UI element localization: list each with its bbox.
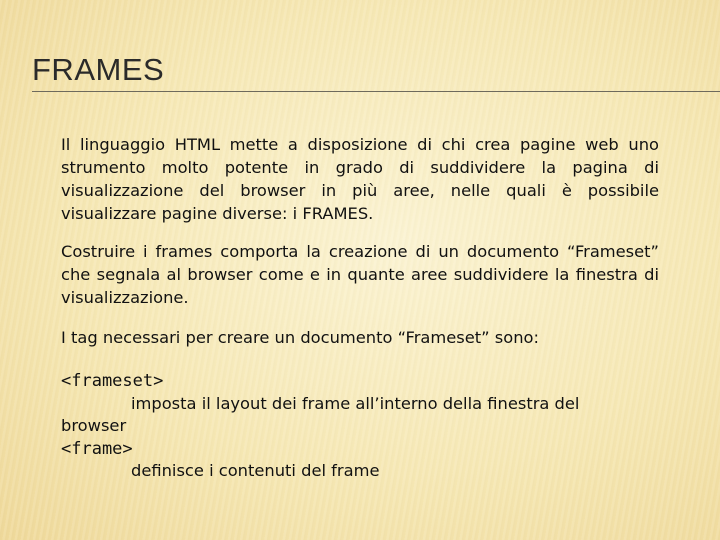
paragraph-frameset: Costruire i frames comporta la creazione di un documento “Frameset” che segnala al browser come e in quante aree suddividere la finestra di visualizzazione. xyxy=(61,242,659,307)
slide-title: FRAMES xyxy=(32,52,165,87)
tag-item-frameset xyxy=(61,370,681,438)
tag-name: <frameset> xyxy=(61,371,164,391)
paragraph-tags-intro: I tag necessari per creare un documento “Frameset” sono: xyxy=(61,328,539,347)
tag-name: <frame> xyxy=(61,438,133,459)
tag-description-continuation: browser xyxy=(61,416,127,435)
tag-item-frame xyxy=(61,438,681,483)
tag-list xyxy=(61,370,681,483)
title-divider xyxy=(32,91,720,92)
tag-description: imposta il layout dei frame all’interno della finestra del xyxy=(131,393,580,413)
tag-description: definisce i contenuti del frame xyxy=(131,461,380,480)
paragraph-intro: Il linguaggio HTML mette a disposizione di chi crea pagine web uno strumento molto potente in grado di suddividere la pagina di visualizzazione del browser in più aree, nelle quali è possibile visualizzare pagine diverse: i FRAMES. xyxy=(61,135,659,223)
